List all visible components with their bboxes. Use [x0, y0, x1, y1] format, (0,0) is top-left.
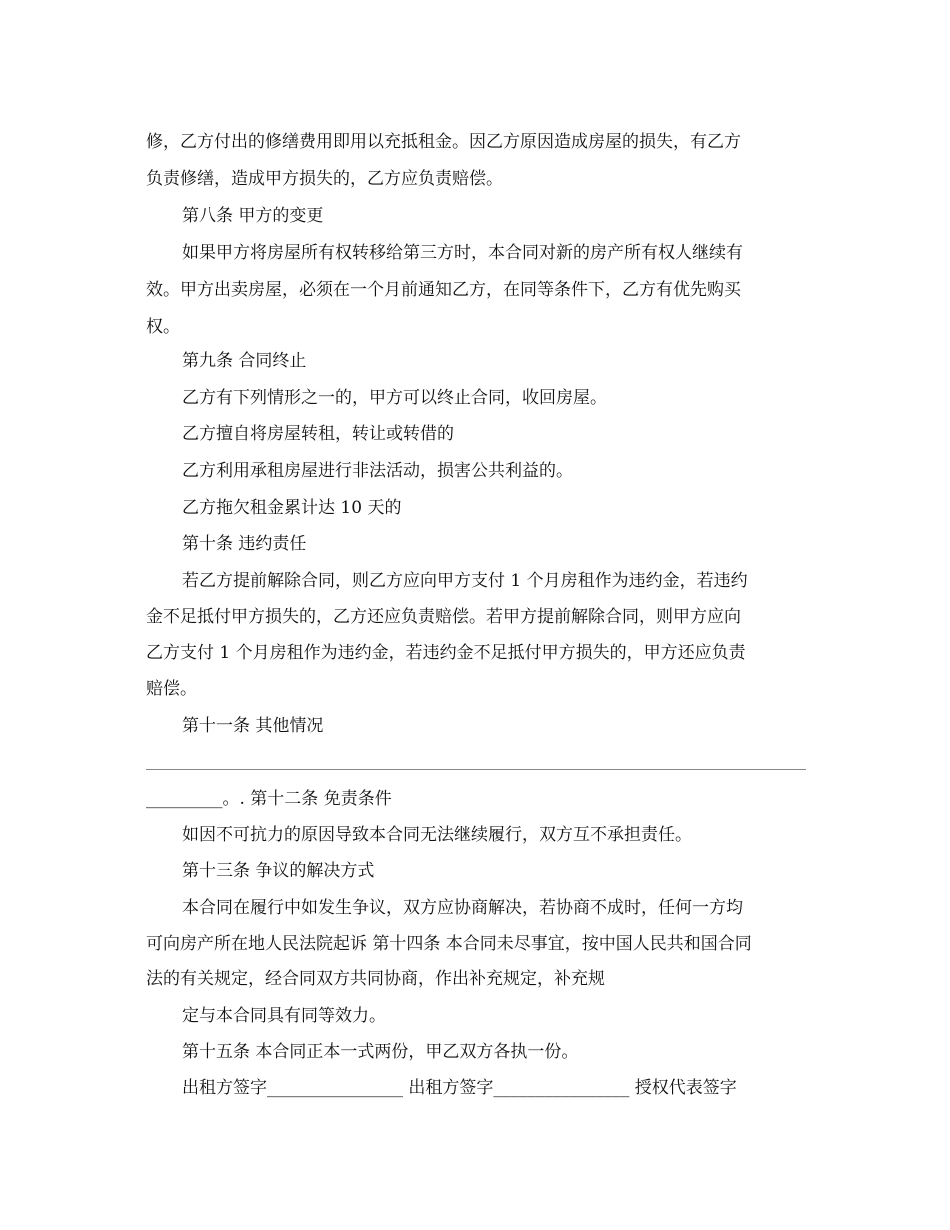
section-heading-15: 第十五条 本合同正本一式两份，甲乙双方各执一份。: [182, 1042, 579, 1062]
text-line: 可向房产所在地人民法院起诉 第十四条 本合同未尽事宜，按中国人民共和国合同: [146, 934, 752, 954]
text-line: 负责修缮，造成甲方损失的，乙方应负责赔偿。: [146, 169, 503, 189]
section-heading-11: 第十一条 其他情况: [182, 716, 324, 736]
text-line: 若乙方提前解除合同，则乙方应向甲方支付 1 个月房租作为违约金，若违约: [182, 571, 748, 591]
signature-line: 出租方签字________________ 出租方签字________________ 授权代表签字: [182, 1078, 737, 1098]
section-heading-10: 第十条 违约责任: [182, 534, 307, 554]
text-line: 修，乙方付出的修缮费用即用以充抵租金。因乙方原因造成房屋的损失，有乙方: [146, 132, 741, 152]
section-heading-9: 第九条 合同终止: [182, 351, 307, 371]
list-item: 乙方拖欠租金累计达 10 天的: [182, 498, 402, 518]
text-line: 效。甲方出卖房屋，必须在一个月前通知乙方，在同等条件下，乙方有优先购买: [146, 280, 741, 300]
text-line: 金不足抵付甲方损失的，乙方还应负责赔偿。若甲方提前解除合同，则甲方应向: [146, 607, 741, 627]
list-item: 乙方擅自将房屋转租，转让或转借的: [182, 424, 454, 444]
section-heading-12: _________。. 第十二条 免责条件: [146, 789, 392, 809]
fill-in-rule: [146, 769, 806, 770]
text-line: 如果甲方将房屋所有权转移给第三方时，本合同对新的房产所有权人继续有: [182, 243, 743, 263]
section-heading-13: 第十三条 争议的解决方式: [182, 861, 375, 881]
text-line: 定与本合同具有同等效力。: [182, 1006, 386, 1026]
text-line: 法的有关规定，经合同双方共同协商，作出补充规定，补充规: [146, 969, 605, 989]
text-line: 权。: [146, 317, 180, 337]
text-line: 如因不可抗力的原因导致本合同无法继续履行，双方互不承担责任。: [182, 825, 692, 845]
list-item: 乙方利用承租房屋进行非法活动，损害公共利益的。: [182, 461, 573, 481]
section-heading-8: 第八条 甲方的变更: [182, 206, 324, 226]
text-line: 乙方支付 1 个月房租作为违约金，若违约金不足抵付甲方损失的，甲方还应负责: [146, 643, 746, 663]
text-line: 本合同在履行中如发生争议，双方应协商解决，若协商不成时，任何一方均: [182, 898, 743, 918]
text-line: 乙方有下列情形之一的，甲方可以终止合同，收回房屋。: [182, 388, 607, 408]
text-line: 赔偿。: [146, 679, 197, 699]
